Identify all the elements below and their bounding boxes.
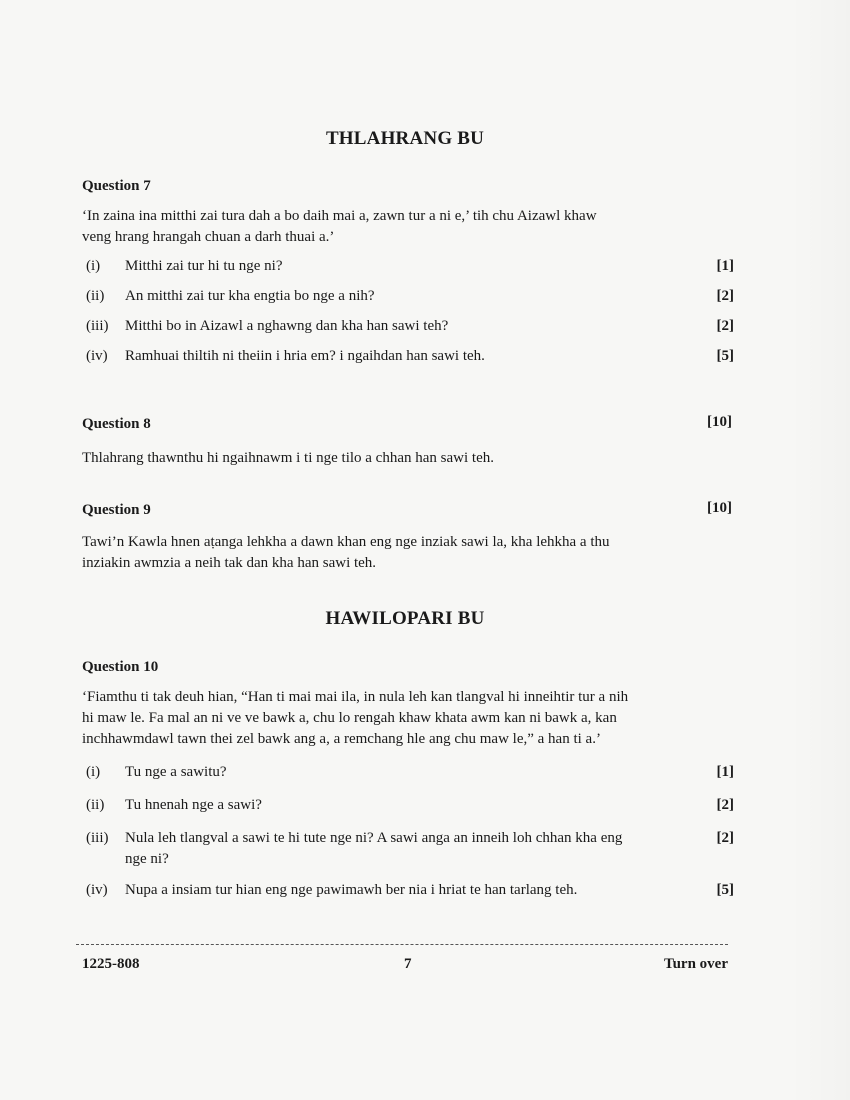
paper-code: 1225-808 [82,956,140,972]
item-number: (iv) [86,348,108,364]
item-number: (iv) [86,882,108,898]
item-text-line: nge ni? [125,851,169,867]
item-text: Ramhuai thiltih ni theiin i hria em? i ngaihdan han sawi teh. [125,348,485,364]
text-line: Tawi’n Kawla hnen aṭanga lehkha a dawn khan eng nge inziak sawi la, kha lehkha a thu [82,534,610,550]
item-text: Nupa a insiam tur hian eng nge pawimawh ber nia i hriat te han tarlang teh. [125,882,578,898]
item-marks: [2] [716,797,734,813]
item-marks: [5] [716,348,734,364]
question-9-marks: [10] [707,500,732,516]
item-marks: [1] [716,764,734,780]
item-number: (iii) [86,318,109,334]
question-9-label: Question 9 [82,502,151,518]
page-number: 7 [404,956,412,972]
question-7-label: Question 7 [82,178,151,194]
question-8-marks: [10] [707,414,732,430]
item-marks: [5] [716,882,734,898]
item-marks: [1] [716,258,734,274]
passage-line: veng hrang hrangah chuan a darh thuai a.’ [82,229,335,245]
item-marks: [2] [716,318,734,334]
section-title-thlahrang-bu: THLAHRANG BU [325,128,485,149]
footer-divider [76,944,728,945]
item-number: (ii) [86,288,105,304]
question-8-text: Thlahrang thawnthu hi ngaihnawm i ti nge tilo a chhan han sawi teh. [82,450,494,466]
item-text: Tu hnenah nge a sawi? [125,797,262,813]
passage-line: inchhawmdawl tawn thei zel bawk ang a, a remchang hle ang chu maw le,” a han ti a.’ [82,731,601,747]
item-number: (i) [86,764,101,780]
question-10-passage [82,687,722,750]
question-7-passage [82,206,702,248]
section-title-hawilopari-bu: HAWILOPARI BU [325,608,485,629]
item-text [125,828,685,870]
question-10-label: Question 10 [82,659,159,675]
text-line: inziakin awmzia a neih tak dan kha han sawi teh. [82,555,377,571]
item-text: Tu nge a sawitu? [125,764,227,780]
item-marks: [2] [716,830,734,846]
turn-over-label: Turn over [663,956,728,972]
question-9-text [82,532,702,574]
question-8-label: Question 8 [82,416,151,432]
item-number: (i) [86,258,101,274]
item-text: Mitthi zai tur hi tu nge ni? [125,258,283,274]
passage-line: ‘In zaina ina mitthi zai tura dah a bo daih mai a, zawn tur a ni e,’ tih chu Aizawl khaw [82,208,597,224]
scan-edge-shadow [790,0,850,1100]
item-number: (ii) [86,797,105,813]
passage-line: hi maw le. Fa mal an ni ve ve bawk a, chu lo rengah khaw khata awm kan ni bawk a, kan [82,710,617,726]
passage-line: ‘Fiamthu ti tak deuh hian, “Han ti mai mai ila, in nula leh kan tlangval hi inneihtir tur a nih [82,689,629,705]
item-text: An mitthi zai tur kha engtia bo nge a nih? [125,288,375,304]
item-number: (iii) [86,830,109,846]
item-text-line: Nula leh tlangval a sawi te hi tute nge ni? A sawi anga an inneih loh chhan kha eng [125,830,623,846]
item-text: Mitthi bo in Aizawl a nghawng dan kha han sawi teh? [125,318,449,334]
item-marks: [2] [716,288,734,304]
